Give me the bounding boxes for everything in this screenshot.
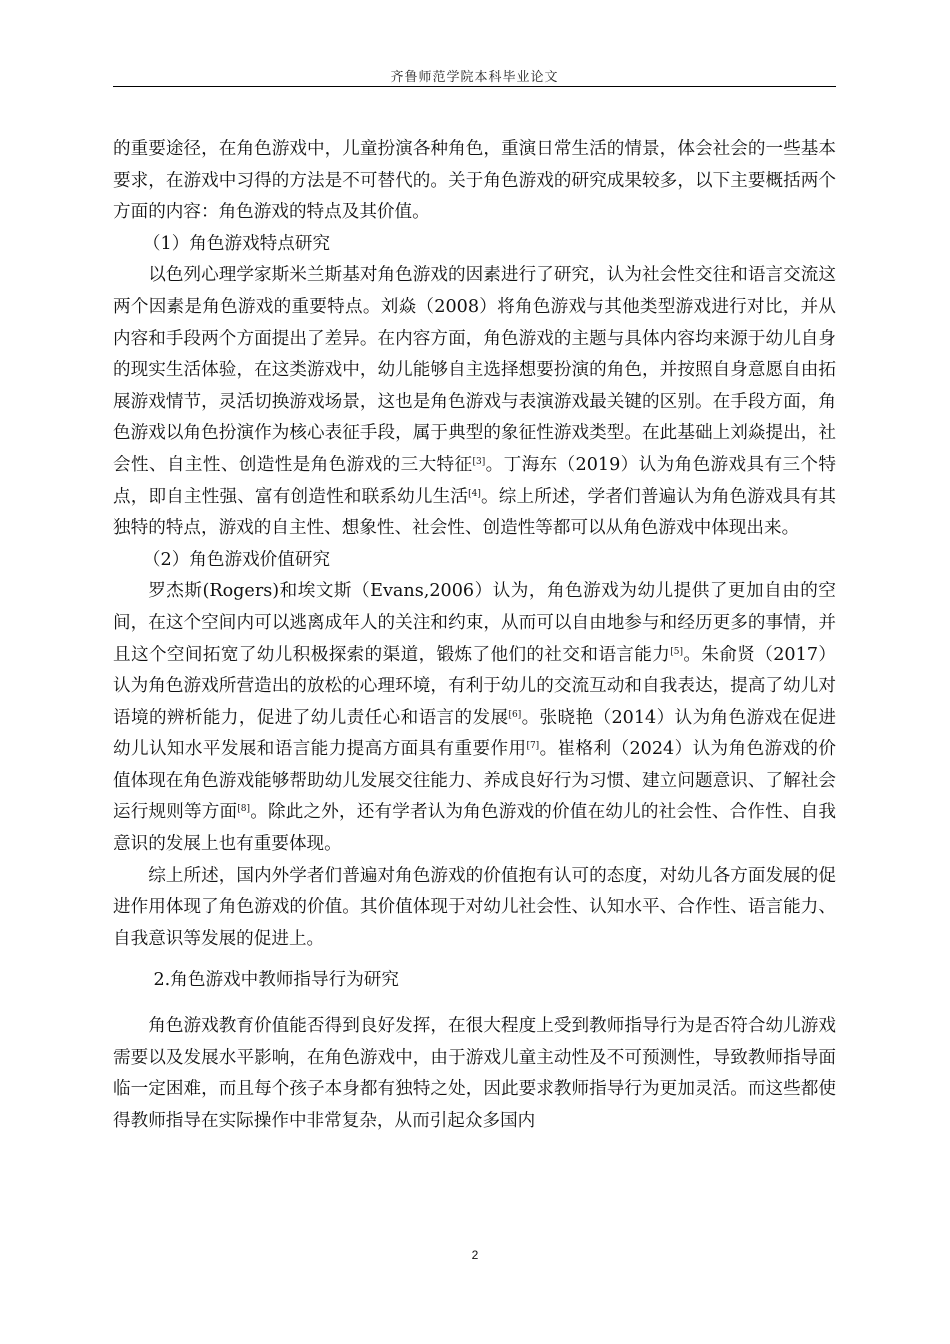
text-run: 。丁海东（2019）认为角色游戏具有三个特点，即自主性强、富有创造性和联系幼儿生活: [113, 454, 836, 507]
text-run: 以色列心理学家斯米兰斯基对角色游戏的因素进行了研究，认为社会性交往和语言交流这两个因素是角色游戏的重要特点。刘焱（2008）将角色游戏与其他类型游戏进行对比，并从内容和手段两个方面提出了差异。在内容方面，角色游戏的主题与具体内容均来源于幼儿自身的现实生活体验，在这类游戏中，幼儿能够自主选择想要扮演的角色，并按照自身意愿自由拓展游戏情节，灵活切换游戏场景，这也是角色游戏与表演游戏最关键的区别。在手段方面，角色游戏以角色扮演作为核心表征手段，属于典型的象征性游戏类型。在此基础上刘焱提出，社会性、自主性、创造性是角色游戏的三大特征: [113, 265, 836, 475]
subheading-characteristics: （1）角色游戏特点研究: [142, 233, 331, 254]
paragraph: [113, 260, 836, 544]
citation-ref: [5]: [670, 646, 683, 657]
running-header: 齐鲁师范学院本科毕业论文: [390, 70, 559, 85]
text-run: 罗杰斯(Rogers)和埃文斯（Evans,2006）认为，角色游戏为幼儿提供了更加自由的空间，在这个空间内可以逃离成年人的关注和约束，从而可以自由地参与和经历更多的事情，并且这个空间拓宽了幼儿积极探索的渠道，锻炼了他们的社交和语言能力: [113, 581, 836, 665]
citation-ref: [4]: [468, 488, 481, 499]
page-number: 2: [471, 1248, 479, 1262]
citation-ref: [8]: [237, 804, 251, 815]
text-run: 。朱俞贤（2017）认为角色游戏所营造出的放松的心理环境，有利于幼儿的交流互动和自我表达，提高了幼儿对语境的辨析能力，促进了幼儿责任心和语言的发展: [113, 644, 836, 728]
paragraph: [113, 576, 836, 860]
paragraph: 角色游戏教育价值能否得到良好发挥，在很大程度上受到教师指导行为是否符合幼儿游戏需要以及发展水平影响，在角色游戏中，由于游戏儿童主动性及不可预测性，导致教师指导面临一定困难，而且每个孩子本身都有独特之处，因此要求教师指导行为更加灵活。而这些都使得教师指导在实际操作中非常复杂，从而引起众多国内: [113, 1016, 836, 1131]
paragraph: 综上所述，国内外学者们普遍对角色游戏的价值抱有认可的态度，对幼儿各方面发展的促进作用体现了角色游戏的价值。其价值体现于对幼儿社会性、认知水平、合作性、语言能力、自我意识等发展的促进上。: [113, 865, 836, 949]
header-divider: [113, 86, 836, 87]
citation-ref: [3]: [472, 456, 486, 467]
section-heading: 2.角色游戏中教师指导行为研究: [153, 970, 399, 991]
subheading-value: （2）角色游戏价值研究: [142, 549, 331, 570]
paragraph: 的重要途径，在角色游戏中，儿童扮演各种角色，重演日常生活的情景，体会社会的一些基本要求，在游戏中习得的方法是不可替代的。关于角色游戏的研究成果较多，以下主要概括两个方面的内容：角色游戏的特点及其价值。: [113, 139, 836, 223]
citation-ref: [7]: [526, 741, 540, 752]
text-run: 。综上所述，学者们普遍认为角色游戏具有其独特的特点，游戏的自主性、想象性、社会性、创造性等都可以从角色游戏中体现出来。: [113, 486, 836, 539]
text-run: 。除此之外，还有学者认为角色游戏的价值在幼儿的社会性、合作性、自我意识的发展上也有重要体现。: [113, 802, 836, 855]
body-text: [113, 134, 836, 1137]
text-run: 。崔格利（2024）认为角色游戏的价值体现在角色游戏能够帮助幼儿发展交往能力、养成良好行为习惯、建立问题意识、了解社会运行规则等方面: [113, 739, 836, 823]
citation-ref: [6]: [508, 709, 522, 720]
text-run: 。张晓艳（2014）认为角色游戏在促进幼儿认知水平发展和语言能力提高方面具有重要作用: [113, 707, 836, 760]
